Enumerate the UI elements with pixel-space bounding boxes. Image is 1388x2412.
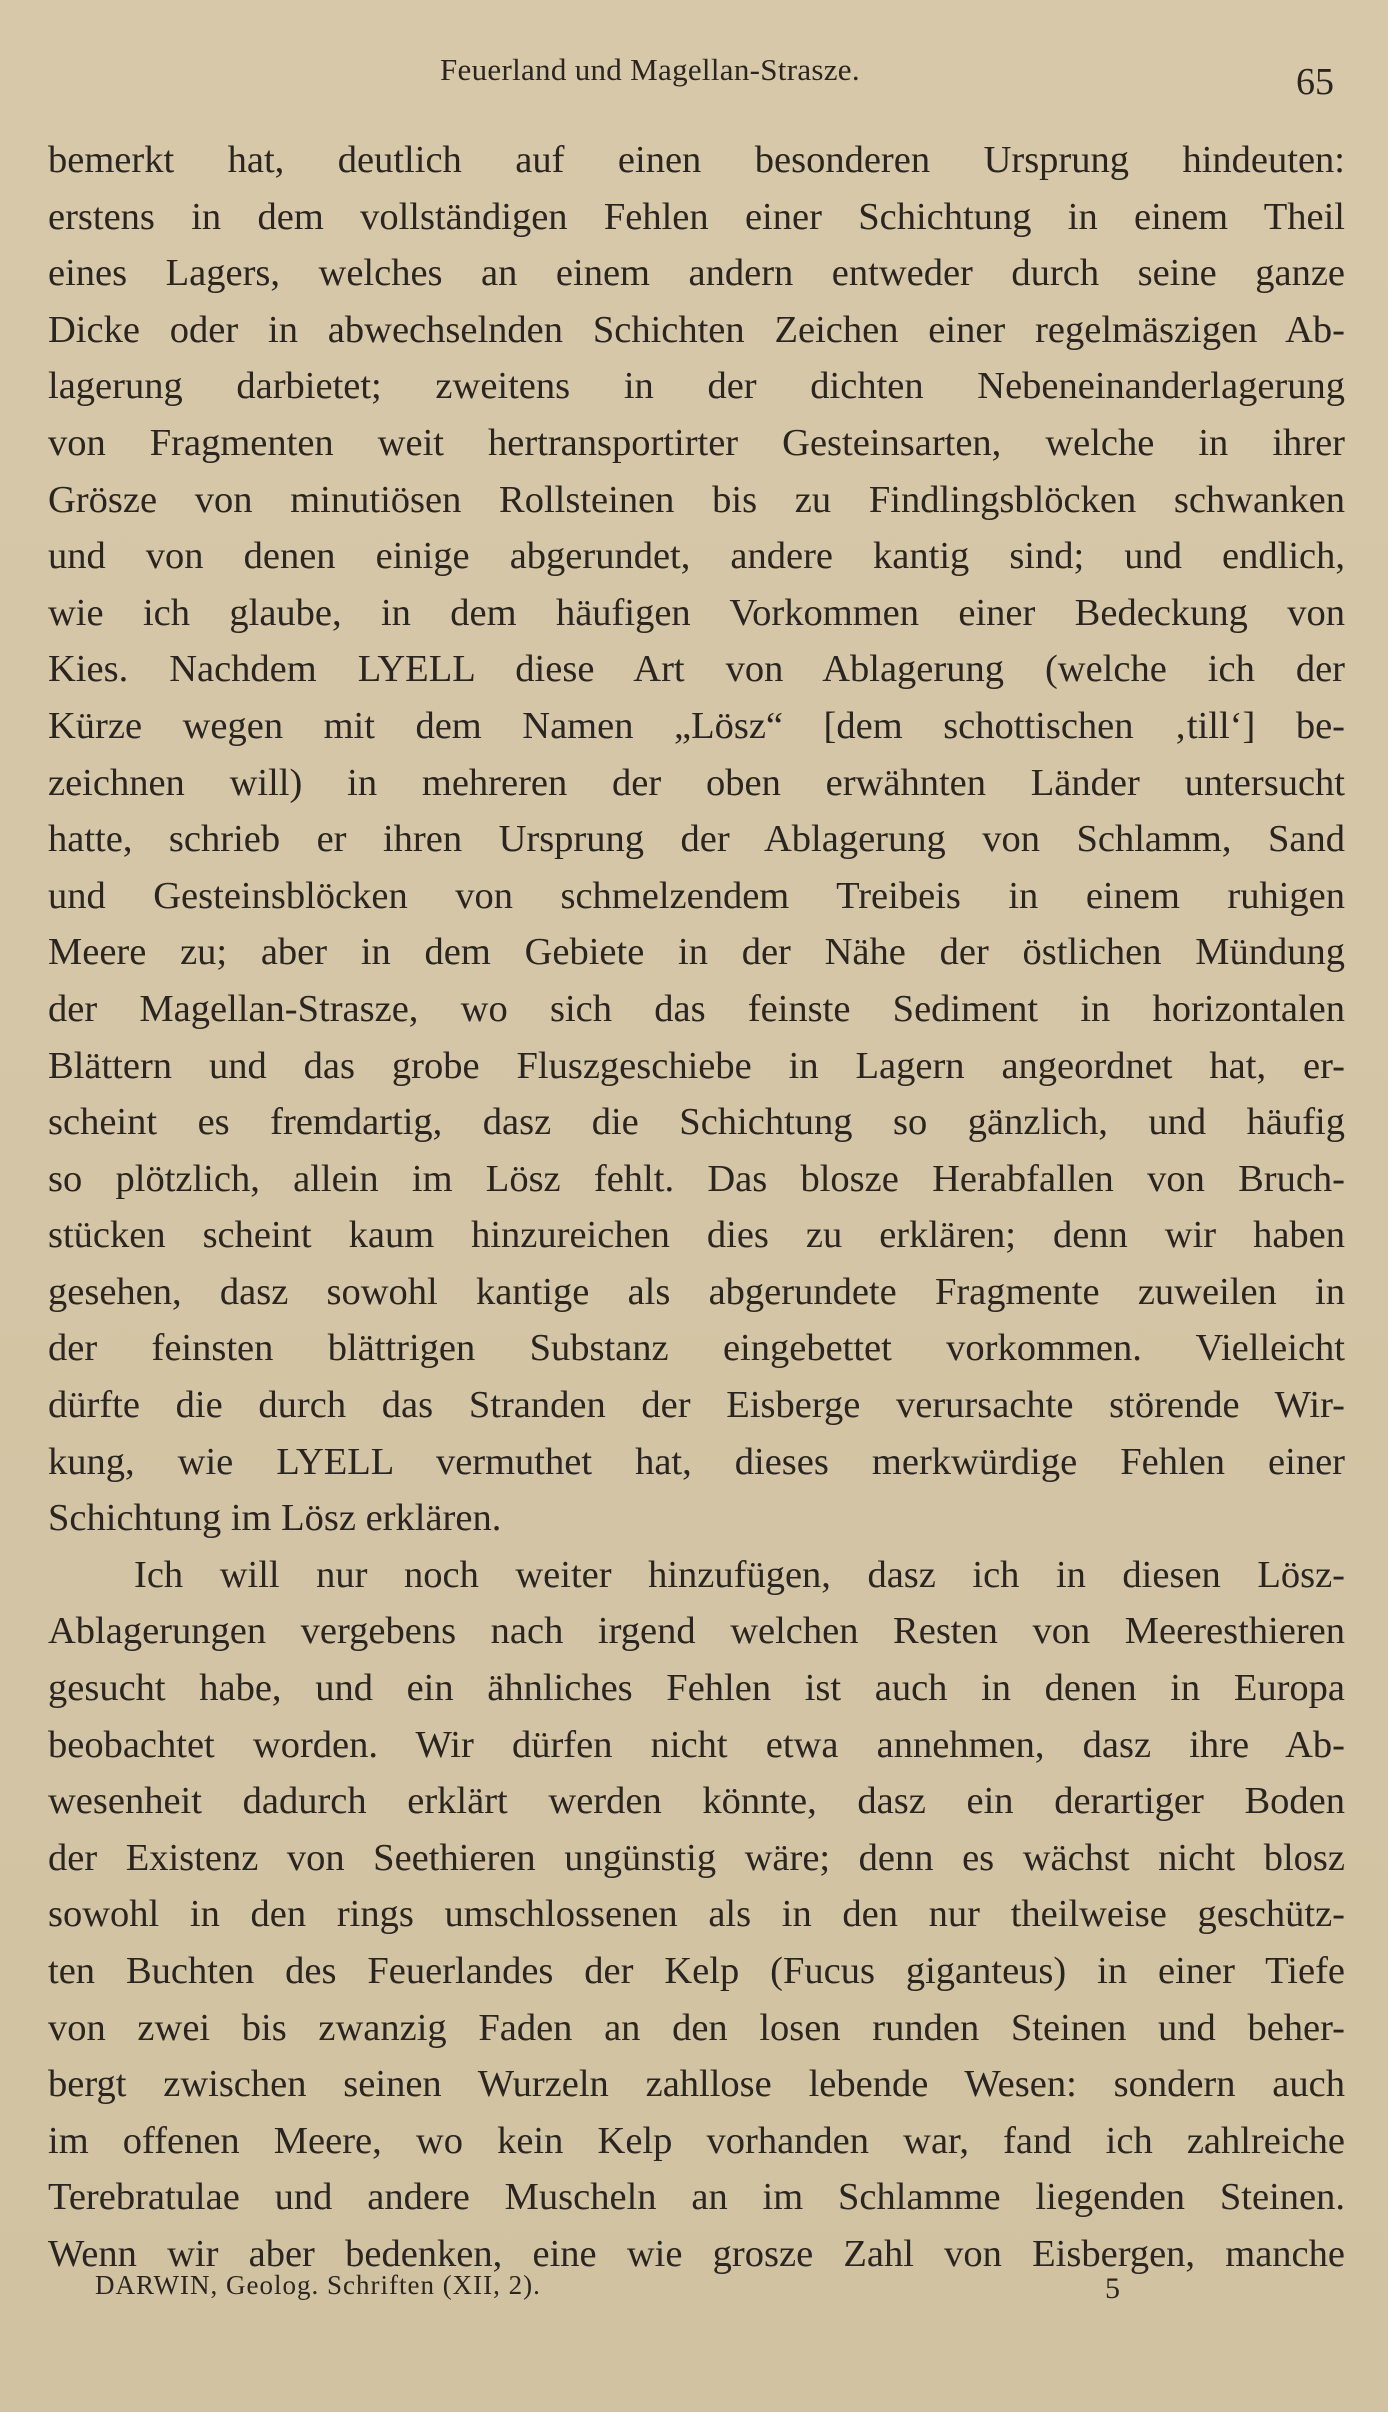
text-line: und von denen einige abgerundet, andere kantig sind; und endlich, (48, 535, 1345, 578)
text-line: scheint es fremdartig, dasz die Schichtung so gänzlich, und häufig (48, 1101, 1345, 1144)
text-line: im offenen Meere, wo kein Kelp vorhanden war, fand ich zahlreiche (48, 2119, 1345, 2162)
text-line: gesucht habe, und ein ähnliches Fehlen ist auch in denen in Europa (48, 1667, 1345, 1710)
text-line: gesehen, dasz sowohl kantige als abgerundete Fragmente zuweilen in (48, 1270, 1345, 1313)
text-line: Meere zu; aber in dem Gebiete in der Nähe der östlichen Mündung (48, 931, 1345, 974)
text-line: bergt zwischen seinen Wurzeln zahllose lebende Wesen: sondern auch (48, 2063, 1345, 2106)
sheet-number: 5 (1105, 2272, 1120, 2305)
text-line: hatte, schrieb er ihren Ursprung der Ablagerung von Schlamm, Sand (48, 818, 1345, 861)
text-line: wesenheit dadurch erklärt werden könnte, dasz ein derartiger Boden (48, 1780, 1345, 1823)
text-line: kung, wie LYELL vermuthet hat, dieses merkwürdige Fehlen einer (48, 1440, 1345, 1483)
text-line: ten Buchten des Feuerlandes der Kelp (Fucus giganteus) in einer Tiefe (48, 1950, 1345, 1992)
paragraph-end-line: Schichtung im Lösz erklären. (48, 1497, 502, 1540)
text-line: von Fragmenten weit hertransportirter Gesteinsarten, welche in ihrer (48, 421, 1345, 464)
text-line: Grösze von minutiösen Rollsteinen bis zu Findlingsblöcken schwanken (48, 478, 1345, 521)
page-footer (0, 2270, 1388, 2320)
text-line: der feinsten blättrigen Substanz eingebettet vorkommen. Vielleicht (48, 1327, 1345, 1370)
text-line: Blättern und das grobe Fluszgeschiebe in Lagern angeordnet hat, er- (48, 1044, 1345, 1087)
text-line: lagerung darbietet; zweitens in der dichten Nebeneinanderlagerung (48, 365, 1345, 408)
text-line: eines Lagers, welches an einem andern entweder durch seine ganze (48, 252, 1345, 295)
text-line: Kürze wegen mit dem Namen „Lösz“ [dem schottischen ‚till‘] be- (48, 704, 1345, 747)
text-line: stücken scheint kaum hinzureichen dies zu erklären; denn wir haben (48, 1214, 1345, 1257)
text-line: beobachtet worden. Wir dürfen nicht etwa annehmen, dasz ihre Ab- (48, 1723, 1345, 1766)
text-line: dürfte die durch das Stranden der Eisberge verursachte störende Wir- (48, 1384, 1345, 1427)
text-line: der Magellan-Strasze, wo sich das feinste Sediment in horizontalen (48, 987, 1345, 1030)
running-title: Feuerland und Magellan-Strasze. (440, 52, 860, 87)
text-line: sowohl in den rings umschlossenen als in den nur theilweise geschütz- (48, 1893, 1345, 1936)
text-line: zeichnen will) in mehreren der oben erwähnten Länder untersucht (48, 761, 1345, 804)
text-line: und Gesteinsblöcken von schmelzendem Treibeis in einem ruhigen (48, 874, 1345, 917)
text-line: Dicke oder in abwechselnden Schichten Zeichen einer regelmäszigen Ab- (48, 308, 1345, 351)
text-line: erstens in dem vollständigen Fehlen einer Schichtung in einem Theil (48, 195, 1345, 238)
running-head (0, 50, 1388, 103)
signature-line: DARWIN, Geolog. Schriften (XII, 2). (95, 2270, 541, 2300)
text-line: so plötzlich, allein im Lösz fehlt. Das blosze Herabfallen von Bruch- (48, 1157, 1345, 1200)
page-number: 65 (1296, 61, 1334, 103)
text-line: Terebratulae und andere Muscheln an im Schlamme liegenden Steinen. (48, 2176, 1345, 2219)
text-line: wie ich glaube, in dem häufigen Vorkommen einer Bedeckung von (48, 591, 1345, 634)
body-text (48, 132, 1345, 2283)
text-line: bemerkt hat, deutlich auf einen besonderen Ursprung hindeuten: (48, 139, 1345, 181)
text-line: von zwei bis zwanzig Faden an den losen runden Steinen und beher- (48, 2006, 1345, 2049)
text-line: Ablagerungen vergebens nach irgend welchen Resten von Meeresthieren (48, 1610, 1345, 1653)
text-line: Wenn wir aber bedenken, eine wie grosze Zahl von Eisbergen, manche (48, 2232, 1345, 2275)
text-line: Kies. Nachdem LYELL diese Art von Ablagerung (welche ich der (48, 648, 1345, 691)
paragraph-start-line: Ich will nur noch weiter hinzufügen, dasz ich in diesen Lösz- (134, 1553, 1345, 1596)
text-line: der Existenz von Seethieren ungünstig wäre; denn es wächst nicht blosz (48, 1836, 1345, 1879)
